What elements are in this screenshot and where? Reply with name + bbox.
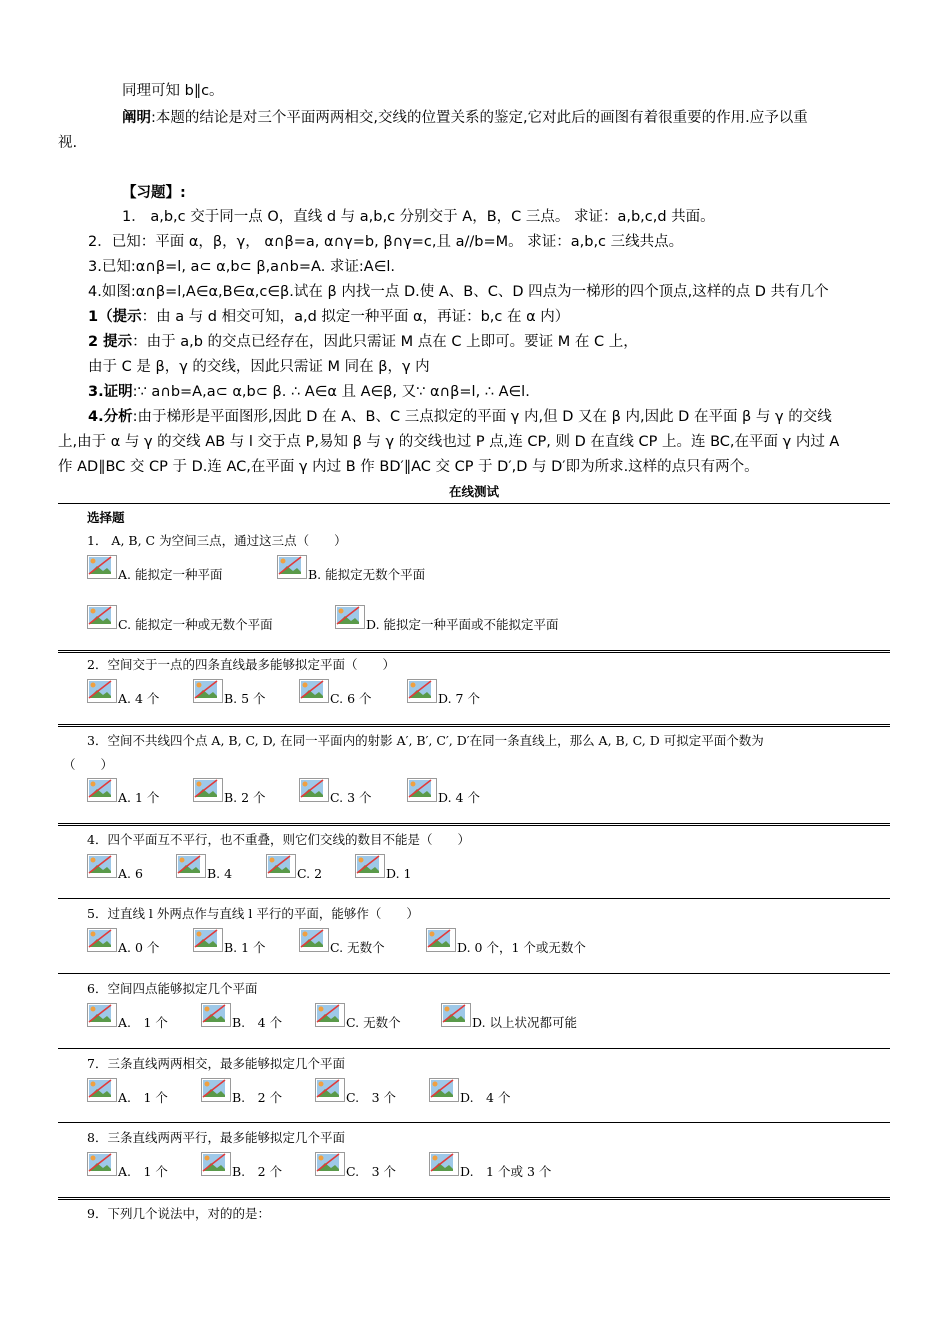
broken-image-icon — [299, 679, 329, 703]
option-label: C. 6 个 — [330, 691, 372, 706]
exercise-2: 2．已知：平面 α，β，γ， α∩β=a, α∩γ=b, β∩γ=c,且 a//b=M。 求证：a,b,c 三线共点。 — [88, 234, 684, 250]
exercise-1: 1． a,b,c 交于同一点 O，直线 d 与 a,b,c 分别交于 A，B，C 三点。 求证：a,b,c,d 共面。 — [122, 209, 715, 225]
option-label: B. 4 — [207, 866, 233, 881]
options-q6 — [87, 1003, 887, 1033]
question-3-cont: （ ） — [63, 757, 114, 772]
option-label: A. 1 个 — [118, 1015, 168, 1030]
option-label: C. 无数个 — [330, 940, 385, 955]
question-3: 3．空间不共线四个点 A, B, C, D, 在同一平面内的射影 A′, B′, C′, D′在同一条直线上，那么 A, B, C, D 可拟定平面个数为 — [87, 733, 764, 748]
option-label: A. 0 个 — [118, 940, 160, 955]
exercise-4: 4.如图:α∩β=l,A∈α,B∈α,c∈β.试在 β 内找一点 D.使 A、B、C、D 四点为一梯形的四个顶点,这样的点 D 共有几个 — [88, 284, 829, 300]
broken-image-icon — [426, 928, 456, 952]
question-7: 7．三条直线两两相交，最多能够拟定几个平面 — [87, 1056, 345, 1071]
divider — [58, 650, 890, 653]
broken-image-icon — [201, 1152, 231, 1176]
question-9: 9．下列几个说法中，对的的是： — [87, 1206, 270, 1221]
broken-image-icon — [87, 1078, 117, 1102]
divider — [58, 1122, 890, 1123]
option-label: D. 7 个 — [438, 691, 480, 706]
broken-image-icon — [87, 555, 117, 579]
option-label: D. 以上状况都可能 — [472, 1015, 578, 1030]
broken-image-icon — [87, 679, 117, 703]
broken-image-icon — [429, 1152, 459, 1176]
paragraph: 阐明:本题的结论是对三个平面两两相交,交线的位置关系的鉴定,它对此后的画图有着很重要的作用.应予以重 — [122, 110, 808, 126]
broken-image-icon — [266, 854, 296, 878]
options-q1b — [87, 605, 887, 635]
paragraph: 同理可知 b∥c。 — [122, 83, 224, 99]
option-label: C. 3 个 — [346, 1164, 397, 1179]
option-label: C. 3 个 — [346, 1090, 397, 1105]
broken-image-icon — [87, 928, 117, 952]
broken-image-icon — [193, 778, 223, 802]
question-2: 2．空间交于一点的四条直线最多能够拟定平面（ ） — [87, 657, 395, 672]
option-label: B. 能拟定无数个平面 — [308, 567, 426, 582]
option-label: A. 6 — [118, 866, 143, 881]
option-label: B. 2 个 — [232, 1090, 283, 1105]
broken-image-icon — [429, 1078, 459, 1102]
section-heading: 【习题】: — [122, 185, 186, 201]
divider — [58, 823, 890, 826]
hint-2-cont: 由于 C 是 β，γ 的交线，因此只需证 M 同在 β，γ 内 — [88, 359, 430, 375]
option-label: B. 1 个 — [224, 940, 266, 955]
broken-image-icon — [315, 1078, 345, 1102]
option-label: C. 2 — [297, 866, 323, 881]
broken-image-icon — [315, 1003, 345, 1027]
broken-image-icon — [441, 1003, 471, 1027]
analysis-4: 4.分析:由于梯形是平面图形,因此 D 在 A、B、C 三点拟定的平面 γ 内,但 D 又在 β 内,因此 D 在平面 β 与 γ 的交线 — [88, 409, 832, 425]
option-label: A. 1 个 — [118, 1090, 168, 1105]
broken-image-icon — [87, 854, 117, 878]
option-label: B. 4 个 — [232, 1015, 283, 1030]
option-label: A. 1 个 — [118, 1164, 168, 1179]
option-label: B. 5 个 — [224, 691, 266, 706]
options-q5 — [87, 928, 887, 958]
option-label: C. 能拟定一种或无数个平面 — [118, 617, 273, 632]
options-q8 — [87, 1152, 887, 1182]
broken-image-icon — [201, 1003, 231, 1027]
option-label: B. 2 个 — [232, 1164, 283, 1179]
options-q3 — [87, 778, 887, 808]
option-label: C. 无数个 — [346, 1015, 401, 1030]
option-label: A. 1 个 — [118, 790, 160, 805]
proof-3: 3.证明:∵ a∩b=A,a⊂ α,b⊂ β. ∴ A∈α 且 A∈β, 又∵ α∩β=l, ∴ A∈l. — [88, 384, 530, 400]
question-8: 8．三条直线两两平行，最多能够拟定几个平面 — [87, 1130, 345, 1145]
option-label: D. 4 个 — [460, 1090, 511, 1105]
analysis-4-cont: 作 AD∥BC 交 CP 于 D.连 AC,在平面 γ 内过 B 作 BD′∥AC 交 CP 于 D′,D 与 D′即为所求.这样的点只有两个。 — [58, 459, 759, 475]
broken-image-icon — [299, 778, 329, 802]
broken-image-icon — [193, 928, 223, 952]
hint-2: 2 提示：由于 a,b 的交点已经存在，因此只需证 M 点在 C 上即可。要证 M 在 C 上， — [88, 334, 638, 350]
paragraph: 视. — [58, 135, 78, 151]
divider — [58, 1048, 890, 1049]
question-5: 5．过直线 l 外两点作与直线 l 平行的平面，能够作（ ） — [87, 906, 419, 921]
options-q7 — [87, 1078, 887, 1108]
divider — [58, 973, 890, 974]
broken-image-icon — [176, 854, 206, 878]
broken-image-icon — [355, 854, 385, 878]
option-label: B. 2 个 — [224, 790, 266, 805]
option-label: D. 1 — [386, 866, 412, 881]
question-4: 4．四个平面互不平行，也不重叠，则它们交线的数目不能是（ ） — [87, 832, 470, 847]
options-q1 — [87, 555, 887, 585]
broken-image-icon — [315, 1152, 345, 1176]
option-label: D. 1 个或 3 个 — [460, 1164, 552, 1179]
broken-image-icon — [87, 1152, 117, 1176]
question-1: 1． A, B, C 为空间三点，通过这三点（ ） — [87, 533, 347, 548]
option-label: D. 0 个，1 个或无数个 — [457, 940, 586, 955]
broken-image-icon — [87, 1003, 117, 1027]
option-label: D. 能拟定一种平面或不能拟定平面 — [366, 617, 559, 632]
option-label: A. 4 个 — [118, 691, 160, 706]
option-label: D. 4 个 — [438, 790, 480, 805]
test-title: 在线测试 — [448, 484, 499, 499]
broken-image-icon — [87, 605, 117, 629]
hint-1: 1（提示：由 a 与 d 相交可知，a,d 拟定一种平面 α，再证：b,c 在 α 内） — [88, 309, 570, 325]
broken-image-icon — [407, 679, 437, 703]
broken-image-icon — [201, 1078, 231, 1102]
broken-image-icon — [299, 928, 329, 952]
options-q4 — [87, 854, 887, 884]
section-label: 选择题 — [87, 510, 125, 525]
divider — [58, 724, 890, 727]
broken-image-icon — [87, 778, 117, 802]
divider — [58, 1197, 890, 1200]
divider — [58, 503, 890, 504]
broken-image-icon — [277, 555, 307, 579]
option-label: A. 能拟定一种平面 — [118, 567, 223, 582]
option-label: C. 3 个 — [330, 790, 372, 805]
analysis-4-cont: 上,由于 α 与 γ 的交线 AB 与 l 交于点 P,易知 β 与 γ 的交线也过 P 点,连 CP, 则 D 在直线 CP 上。连 BC,在平面 γ 内过 A — [58, 434, 840, 450]
broken-image-icon — [335, 605, 365, 629]
exercise-3: 3.已知:α∩β=l, a⊂ α,b⊂ β,a∩b=A. 求证:A∈l. — [88, 259, 395, 275]
broken-image-icon — [407, 778, 437, 802]
divider — [58, 898, 890, 899]
question-6: 6．空间四点能够拟定几个平面 — [87, 981, 258, 996]
options-q2 — [87, 679, 887, 709]
broken-image-icon — [193, 679, 223, 703]
